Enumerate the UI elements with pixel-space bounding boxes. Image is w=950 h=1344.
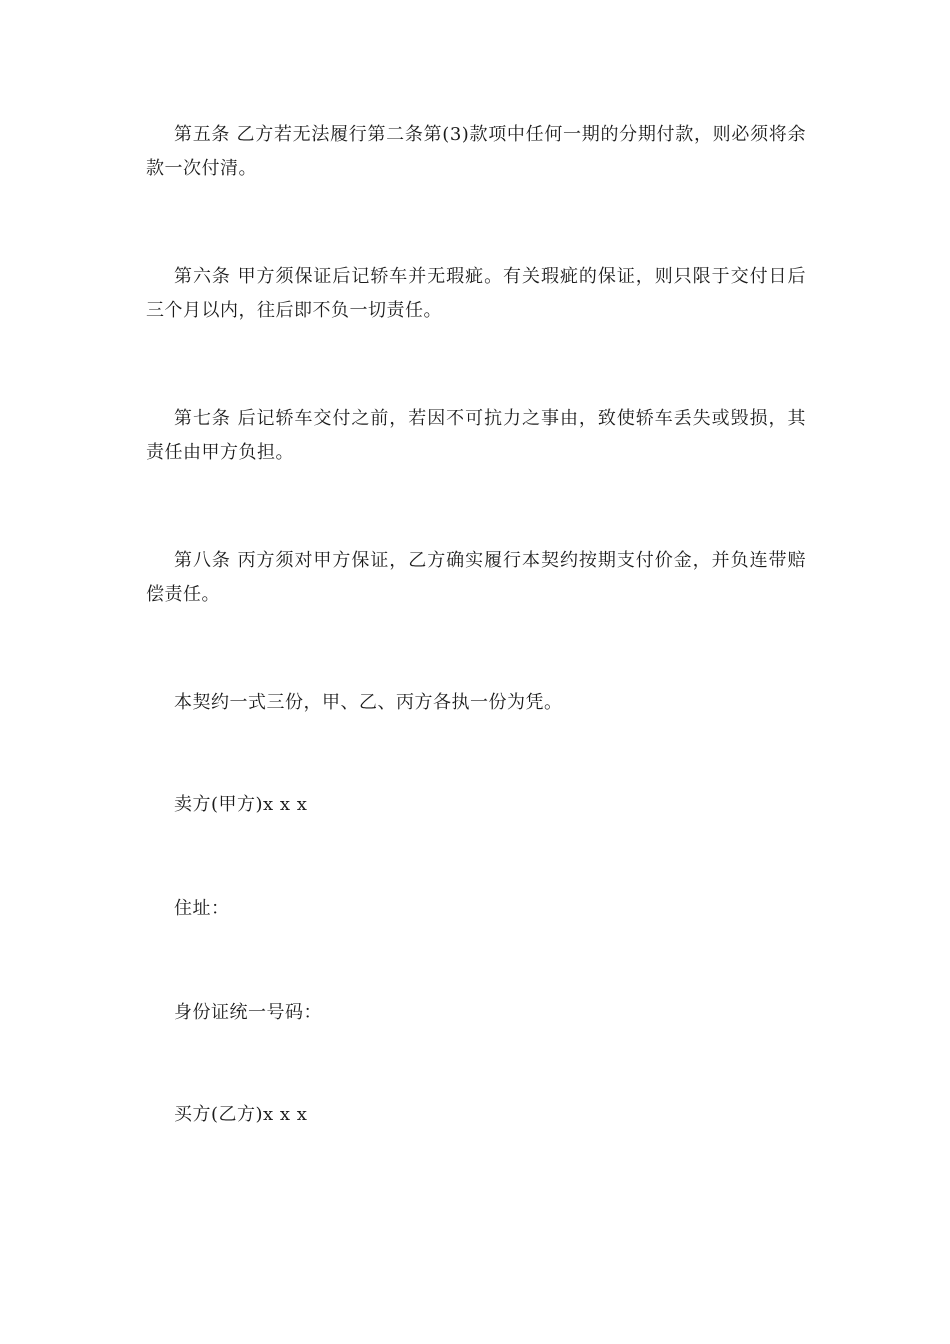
- seller-line: 卖方(甲方)x x x: [174, 794, 308, 815]
- clause-article-7: 第七条 后记轿车交付之前，若因不可抗力之事由，致使轿车丢失或毁损，其责任由甲方负担。: [146, 408, 806, 463]
- buyer-line: 买方(乙方)x x x: [174, 1104, 308, 1125]
- clause-article-5: 第五条 乙方若无法履行第二条第(3)款项中任何一期的分期付款，则必须将余款一次付清。: [146, 124, 806, 179]
- copies-statement: 本契约一式三份，甲、乙、丙方各执一份为凭。: [174, 692, 563, 713]
- address-label: 住址：: [174, 898, 230, 919]
- clause-article-8: 第八条 丙方须对甲方保证，乙方确实履行本契约按期支付价金，并负连带赔偿责任。: [146, 550, 806, 605]
- clause-article-6: 第六条 甲方须保证后记轿车并无瑕疵。有关瑕疵的保证，则只限于交付日后三个月以内，往后即不负一切责任。: [146, 266, 806, 321]
- id-number-label: 身份证统一号码：: [174, 1002, 322, 1023]
